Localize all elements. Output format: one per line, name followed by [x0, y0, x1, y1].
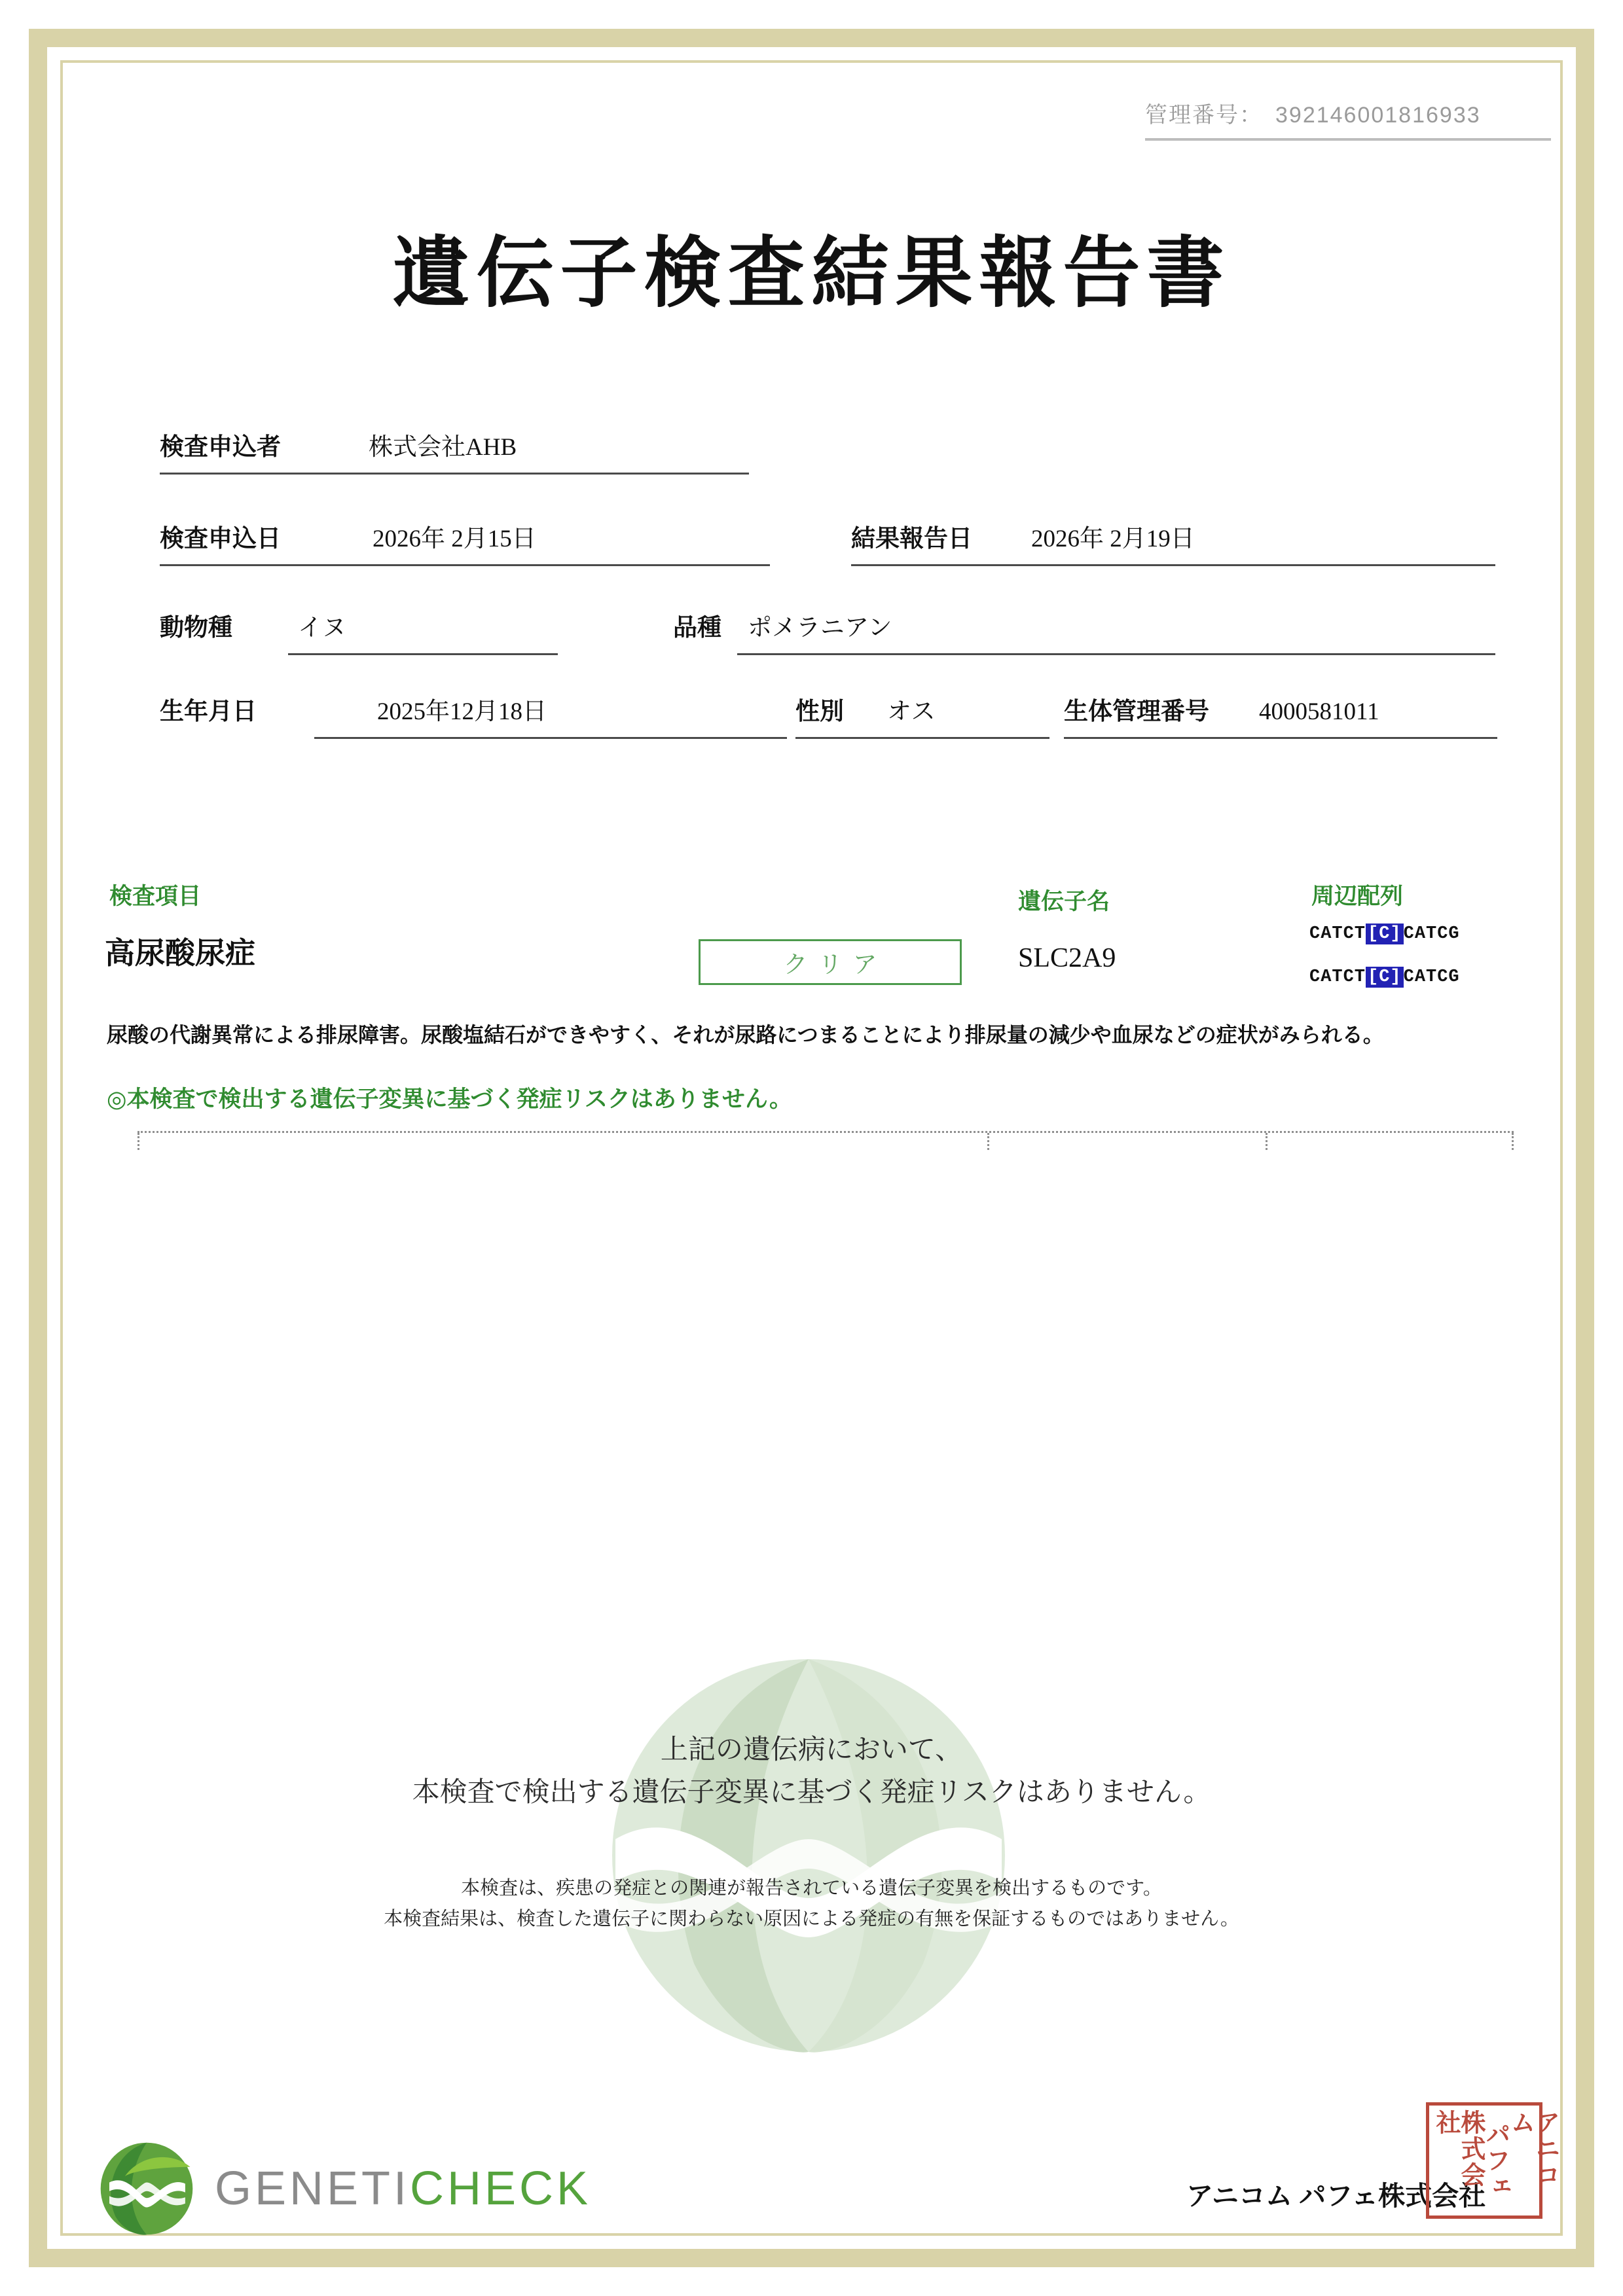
result-status-badge: [699, 939, 962, 985]
report-date-label: 結果報告日: [851, 526, 972, 552]
field-report-date: [851, 518, 1495, 566]
sequence-suffix: CATCG: [1403, 924, 1460, 944]
test-item-name: 高尿酸尿症: [105, 937, 255, 970]
sequence-suffix: CATCG: [1403, 967, 1460, 987]
page-title: 遺伝子検査結果報告書: [392, 231, 1231, 317]
divider-tick: [1512, 1133, 1514, 1150]
divider-tick: [137, 1133, 139, 1150]
management-number-label: 管理番号：: [1145, 103, 1252, 128]
summary-note-1: 本検査は、疾患の発症との関連が報告されている遺伝子変異を検出するものです。: [461, 1878, 1162, 1899]
sequence-variant-highlight: [C]: [1366, 967, 1404, 988]
divider-tick: [1266, 1133, 1267, 1150]
field-sex: [795, 691, 1049, 739]
sequence-header: 周辺配列: [1311, 884, 1404, 909]
summary-block: [0, 1728, 1623, 1934]
species-label: 動物種: [160, 615, 232, 641]
sequence-line-1: [1309, 924, 1460, 944]
birth-label: 生年月日: [160, 698, 257, 725]
applicant-value: 株式会社AHB: [369, 434, 517, 461]
divider-tick: [987, 1133, 989, 1150]
applicant-label: 検査申込者: [160, 434, 281, 461]
gene-name-value: SLC2A9: [1018, 943, 1116, 973]
breed-value: ポメラニアン: [748, 615, 892, 641]
breed-label: 品種: [673, 615, 721, 641]
field-bio-id: [1064, 691, 1497, 739]
management-number: [1145, 97, 1551, 141]
summary-line-1: 上記の遺伝病において、: [660, 1734, 963, 1765]
bio-id-value: 4000581011: [1259, 698, 1379, 725]
company-name: アニコム パフェ株式会社: [1186, 2181, 1486, 2211]
sequence-prefix: CATCT: [1309, 967, 1366, 987]
stamp-column: 株式会社: [1432, 2109, 1484, 2188]
report-date-value: 2026年 2月19日: [1031, 526, 1195, 552]
risk-note: ◎本検査で検出する遺伝子変異に基づく発症リスクはありません。: [107, 1086, 792, 1112]
stamp-column: パフェ: [1482, 2121, 1509, 2200]
sex-label: 性別: [795, 698, 844, 725]
logo-text-check: CHECK: [410, 2162, 592, 2215]
field-birth: [314, 691, 787, 739]
field-species: [288, 607, 558, 655]
result-status-text: クリア: [783, 952, 888, 978]
apply-date-label: 検査申込日: [160, 526, 281, 552]
section-divider: [137, 1131, 1514, 1149]
geneticheck-logo-icon: [97, 2139, 196, 2238]
geneticheck-logo: [97, 2139, 591, 2238]
field-breed: [737, 607, 1495, 655]
bio-id-label: 生体管理番号: [1064, 698, 1209, 725]
species-value: イヌ: [298, 615, 346, 641]
test-item-header: 検査項目: [109, 884, 202, 909]
field-apply-date: [160, 518, 770, 566]
summary-line-2: 本検査で検出する遺伝子変異に基づく発症リスクはありません。: [412, 1776, 1211, 1808]
apply-date-value: 2026年 2月15日: [373, 526, 536, 552]
gene-name-header: 遺伝子名: [1018, 889, 1110, 914]
sequence-variant-highlight: [C]: [1366, 924, 1404, 944]
sex-value: オス: [887, 698, 936, 725]
company-seal-stamp: [1426, 2102, 1559, 2219]
sequence-prefix: CATCT: [1309, 924, 1366, 944]
management-number-value: 392146001816933: [1275, 103, 1481, 128]
geneticheck-logo-text: [215, 2162, 591, 2215]
sequence-line-2: [1309, 967, 1460, 987]
field-applicant: [160, 427, 749, 475]
stamp-column: アニコム: [1506, 2109, 1559, 2188]
summary-note-2: 本検査結果は、検査した遺伝子に関わらない原因による発症の有無を保証するものではありません。: [384, 1908, 1239, 1929]
disease-description: 尿酸の代謝異常による排尿障害。尿酸塩結石ができやすく、それが尿路につまることにより排尿量の減少や血尿などの症状がみられる。: [107, 1023, 1384, 1047]
birth-value: 2025年12月18日: [377, 698, 547, 725]
logo-text-geneti: GENETI: [215, 2162, 410, 2215]
